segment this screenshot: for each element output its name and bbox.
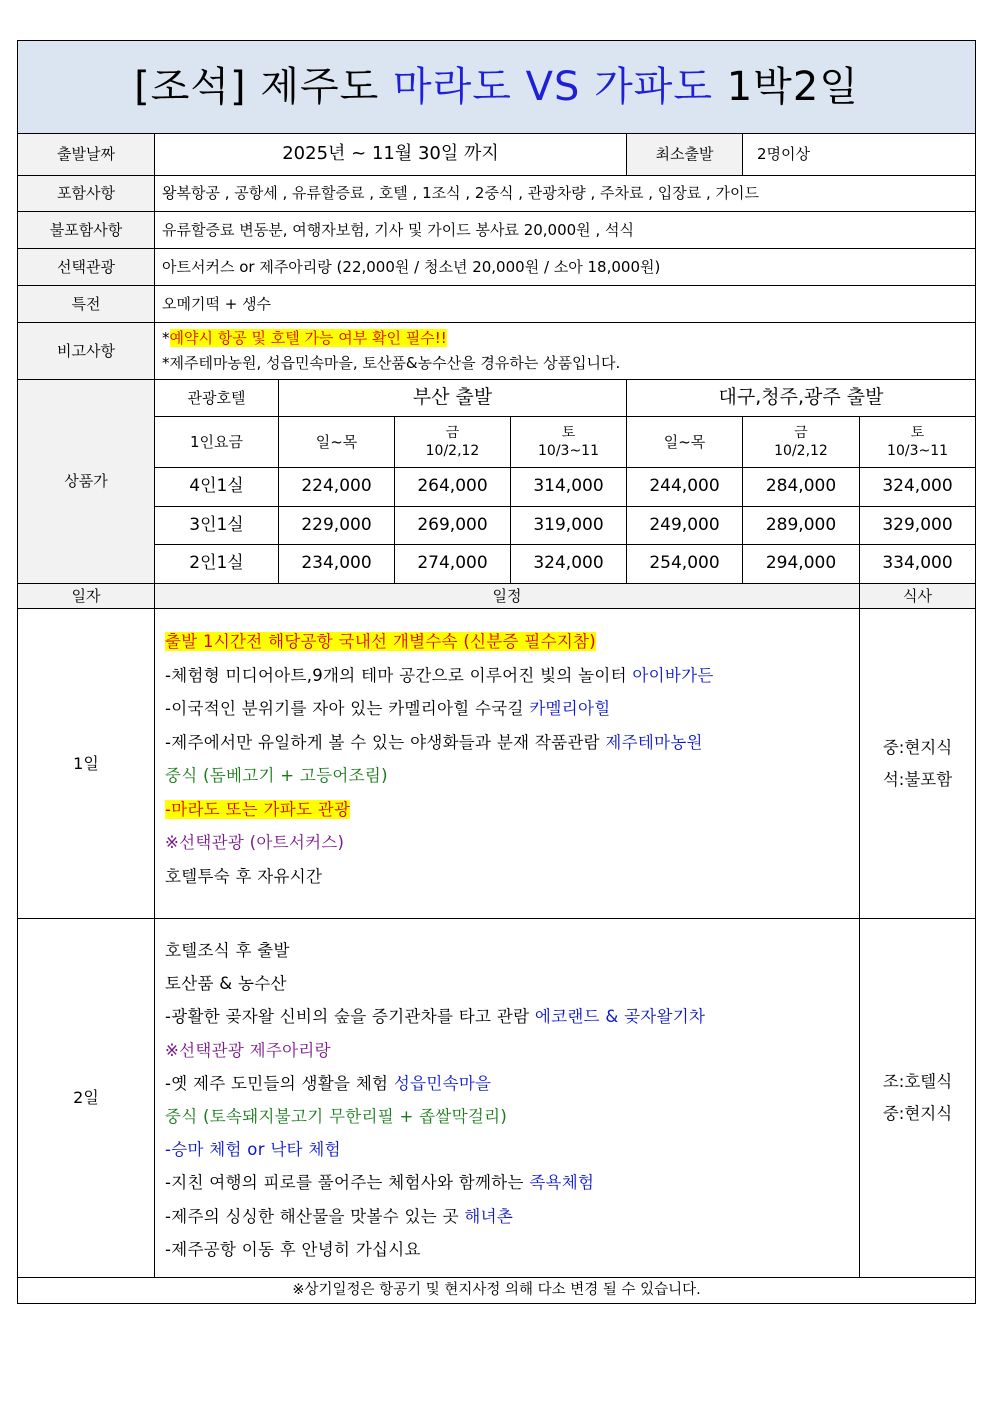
excluded-value: 유류할증료 변동분, 여행자보험, 기사 및 가이드 봉사료 20,000원 , 석식 xyxy=(155,212,976,249)
remarks-label: 비고사항 xyxy=(18,323,155,380)
day1-label: 1일 xyxy=(18,609,155,919)
day1-line: -제주에서만 유일하게 볼 수 있는 야생화들과 분재 작품관람 제주테마농원 xyxy=(165,732,703,752)
day2-line: -제주공항 이동 후 안녕히 가십시요 xyxy=(165,1239,421,1259)
departure-label: 출발날짜 xyxy=(18,134,155,176)
price-cell: 324,000 xyxy=(511,545,627,584)
price-cell: 284,000 xyxy=(743,468,860,507)
price-cell: 289,000 xyxy=(743,507,860,545)
price-cell: 269,000 xyxy=(395,507,511,545)
benefit-value: 오메기떡 + 생수 xyxy=(155,286,976,323)
day2-meals: 조:호텔식 중:현지식 xyxy=(860,919,976,1278)
price-cell: 254,000 xyxy=(627,545,743,584)
busan-weekday-header: 일~목 xyxy=(279,417,395,468)
day1-line: 출발 1시간전 해당공항 국내선 개별수속 (신분증 필수지참) xyxy=(165,632,597,651)
day2-line: -승마 체험 or 낙타 체험 xyxy=(165,1140,341,1160)
day-column-header: 일자 xyxy=(18,584,155,609)
min-departure-label: 최소출발 xyxy=(627,134,743,176)
price-cell: 294,000 xyxy=(743,545,860,584)
price-cell: 234,000 xyxy=(279,545,395,584)
day2-line: 호텔조식 후 출발 xyxy=(165,941,290,960)
itinerary-table xyxy=(17,40,976,1304)
busan-fri-header: 금 10/2,12 xyxy=(395,417,511,468)
remarks-value xyxy=(155,323,976,380)
room-type: 4인1실 xyxy=(155,468,279,507)
day2-label: 2일 xyxy=(18,919,155,1278)
price-row xyxy=(18,468,976,507)
day1-line: -이국적인 분위기를 자아 있는 카멜리아힐 수국길 카멜리아힐 xyxy=(165,699,611,718)
day2-line: -지친 여행의 피로를 풀어주는 체험사와 함께하는 족욕체험 xyxy=(165,1173,595,1193)
price-row xyxy=(18,545,976,584)
price-cell: 314,000 xyxy=(511,468,627,507)
day2-line: 중식 (토속돼지불고기 무한리필 + 좁쌀막걸리) xyxy=(165,1106,508,1126)
title-highlight: 마라도 VS 가파도 xyxy=(392,64,714,110)
remarks-line-2: *제주테마농원, 성읍민속마을, 토산품&농수산을 경유하는 상품입니다. xyxy=(162,354,621,372)
day1-line: -체험형 미디어아트,9개의 테마 공간으로 이루어진 빛의 놀이터 아이바가든 xyxy=(165,665,714,685)
rate-label: 1인요금 xyxy=(155,417,279,468)
price-cell: 324,000 xyxy=(860,468,976,507)
day1-line: 중식 (돔베고기 + 고등어조림) xyxy=(165,766,388,785)
price-label: 상품가 xyxy=(18,380,155,584)
day1-schedule xyxy=(155,609,860,919)
price-cell: 274,000 xyxy=(395,545,511,584)
daegu-sat-header: 토 10/3~11 xyxy=(860,417,976,468)
day2-line: -제주의 싱싱한 해산물을 맛볼수 있는 곳 해녀촌 xyxy=(165,1206,514,1226)
day1-line: ※선택관광 (아트서커스) xyxy=(165,833,345,852)
footer-note: ※상기일정은 항공기 및 현지사정 의해 다소 변경 될 수 있습니다. xyxy=(18,1278,976,1304)
price-cell: 229,000 xyxy=(279,507,395,545)
price-cell: 244,000 xyxy=(627,468,743,507)
plan-column-header: 일정 xyxy=(155,584,860,609)
title-suffix: 1박2일 xyxy=(726,64,859,110)
price-cell: 319,000 xyxy=(511,507,627,545)
day2-line: -광활한 곶자왈 신비의 숲을 증기관차를 타고 관람 에코랜드 & 곶자왈기차 xyxy=(165,1007,706,1027)
day2-line: -옛 제주 도민들의 생활을 체험 성읍민속마을 xyxy=(165,1073,492,1093)
title-prefix: [조석] 제주도 xyxy=(134,64,380,110)
remarks-warning: 예약시 항공 및 호텔 가능 여부 확인 필수!! xyxy=(169,329,447,348)
excluded-label: 불포함사항 xyxy=(18,212,155,249)
price-cell: 329,000 xyxy=(860,507,976,545)
included-label: 포함사항 xyxy=(18,176,155,212)
day1-meals: 중:현지식 석:불포함 xyxy=(860,609,976,919)
day2-schedule xyxy=(155,919,860,1278)
day2-line: ※선택관광 제주아리랑 xyxy=(165,1040,331,1060)
price-cell: 249,000 xyxy=(627,507,743,545)
price-cell: 224,000 xyxy=(279,468,395,507)
optional-tour-value: 아트서커스 or 제주아리랑 (22,000원 / 청소년 20,000원 / 소아 18,000원) xyxy=(155,249,976,286)
day1-line: 호텔투숙 후 자유시간 xyxy=(165,866,323,886)
meal-column-header: 식사 xyxy=(860,584,976,609)
day1-line: -마라도 또는 가파도 관광 xyxy=(165,799,351,819)
benefit-label: 특전 xyxy=(18,286,155,323)
min-departure-value: 2명이상 xyxy=(743,134,976,176)
page-title xyxy=(18,41,976,134)
room-type: 2인1실 xyxy=(155,545,279,584)
hotel-label: 관광호텔 xyxy=(155,380,279,417)
itinerary-sheet xyxy=(17,40,975,1304)
remarks-line-1 xyxy=(162,326,975,351)
price-row xyxy=(18,507,976,545)
day2-line: 토산품 & 농수산 xyxy=(165,974,287,994)
daegu-departure-header: 대구,청주,광주 출발 xyxy=(627,380,976,417)
daegu-weekday-header: 일~목 xyxy=(627,417,743,468)
included-value: 왕복항공 , 공항세 , 유류할증료 , 호텔 , 1조식 , 2중식 , 관광차량 , 주차료 , 입장료 , 가이드 xyxy=(155,176,976,212)
busan-sat-header: 토 10/3~11 xyxy=(511,417,627,468)
price-cell: 334,000 xyxy=(860,545,976,584)
daegu-fri-header: 금 10/2,12 xyxy=(743,417,860,468)
departure-value: 2025년 ~ 11월 30일 까지 xyxy=(155,134,627,176)
price-cell: 264,000 xyxy=(395,468,511,507)
optional-tour-label: 선택관광 xyxy=(18,249,155,286)
remarks-bullet: * xyxy=(162,329,170,348)
room-type: 3인1실 xyxy=(155,507,279,545)
busan-departure-header: 부산 출발 xyxy=(279,380,627,417)
